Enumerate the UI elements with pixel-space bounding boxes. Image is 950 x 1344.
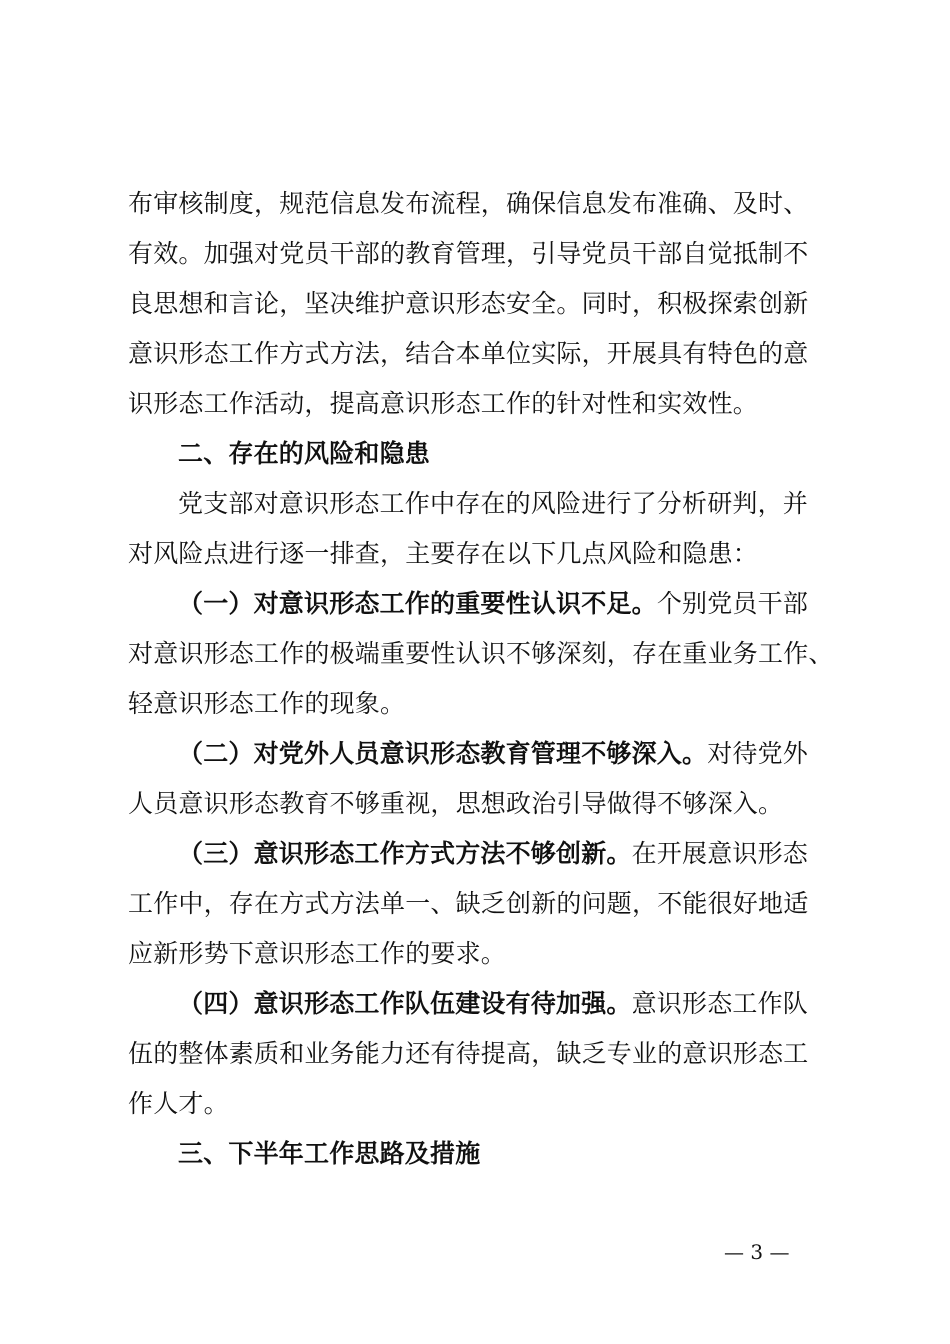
section-heading: 二、存在的风险和隐患 [178,439,431,468]
body-paragraph-line: 良思想和言论，坚决维护意识形态安全。同时，积极探索创新 [128,289,809,318]
risk-item-heading: （二）对党外人员意识形态教育管理不够深入。 [178,739,708,768]
body-paragraph-line: 意识形态工作方式方法，结合本单位实际，开展具有特色的意 [128,339,809,368]
section-heading: 三、下半年工作思路及措施 [178,1139,481,1168]
risk-item-first-line [178,586,808,622]
body-paragraph-line: 党支部对意识形态工作中存在的风险进行了分析研判，并 [178,489,809,518]
page-number: — 3 — [724,1240,790,1264]
risk-item-first-line [178,736,808,772]
body-paragraph-line: 布审核制度，规范信息发布流程，确保信息发布准确、及时、 [128,189,809,218]
risk-item-text: 对待党外 [707,739,809,768]
body-paragraph-line: 轻意识形态工作的现象。 [128,689,406,718]
body-paragraph-line: 人员意识形态教育不够重视，思想政治引导做得不够深入。 [128,789,784,818]
body-paragraph-line: 伍的整体素质和业务能力还有待提高，缺乏专业的意识形态工 [128,1039,809,1068]
risk-item-text: 个别党员干部 [656,589,809,618]
body-paragraph-line: 有效。加强对党员干部的教育管理，引导党员干部自觉抵制不 [128,239,809,268]
risk-item-first-line [178,986,808,1022]
body-paragraph-line: 工作中，存在方式方法单一、缺乏创新的问题，不能很好地适 [128,889,809,918]
risk-item-text: 意识形态工作队 [631,989,809,1018]
body-paragraph-line: 对意识形态工作的极端重要性认识不够深刻，存在重业务工作、 [128,639,834,668]
body-paragraph-line: 应新形势下意识形态工作的要求。 [128,939,507,968]
risk-item-heading: （一）对意识形态工作的重要性认识不足。 [178,589,657,618]
risk-item-heading: （四）意识形态工作队伍建设有待加强。 [178,989,632,1018]
body-paragraph-line: 对风险点进行逐一排查，主要存在以下几点风险和隐患： [128,539,759,568]
risk-item-text: 在开展意识形态 [631,839,809,868]
body-paragraph-line: 作人才。 [128,1089,229,1118]
body-paragraph-line: 识形态工作活动，提高意识形态工作的针对性和实效性。 [128,389,759,418]
risk-item-first-line [178,836,808,872]
risk-item-heading: （三）意识形态工作方式方法不够创新。 [178,839,632,868]
